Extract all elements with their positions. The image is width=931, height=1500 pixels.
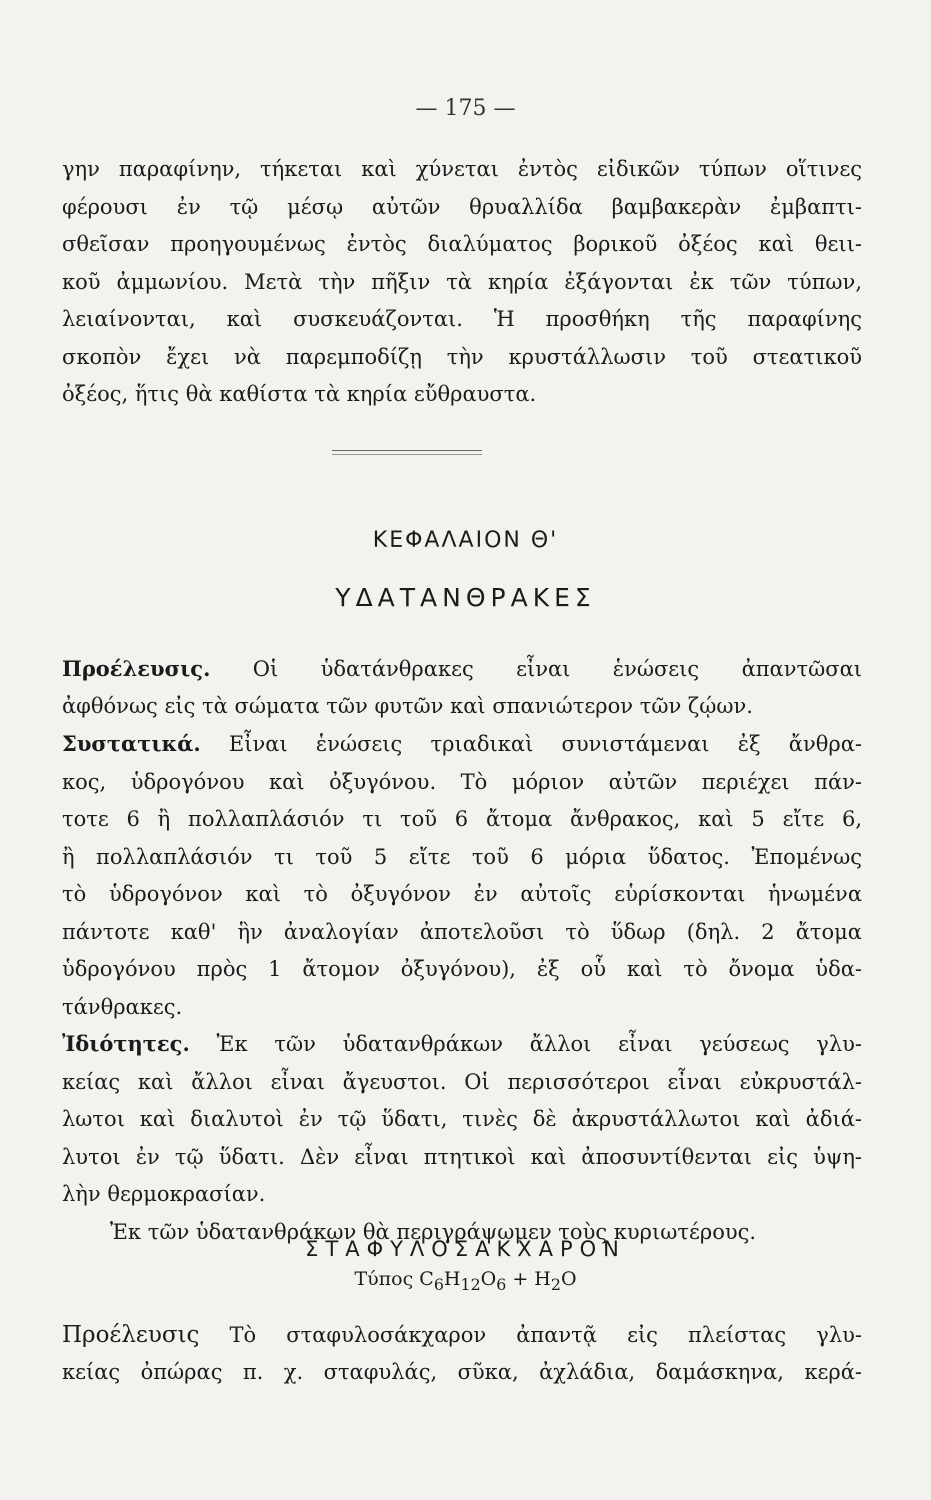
page-number: — 175 — [415, 96, 516, 121]
origin-text: Οἱ ὑδατάνθρακες εἶναι ἑνώσεις ἀπαντῶσαι [210, 657, 862, 681]
text-line: κοῦ ἀμμωνίου. Μετὰ τὴν πῆξιν τὰ κηρία ἐξάγονται ἐκ τῶν τύπων, [62, 270, 862, 294]
formula-subscript: 12 [460, 1274, 481, 1294]
composition-line [62, 727, 862, 761]
closing-line: Ἐκ τῶν ὑδατανθράκων θὰ περιγράψωμεν τοὺς κυριωτέρους. [110, 1220, 757, 1244]
text-line: τοτε 6 ἢ πολλαπλάσιόν τι τοῦ 6 ἄτομα ἄνθρακος, καὶ 5 εἴτε 6, [62, 807, 862, 831]
grape-origin-line [62, 1318, 862, 1352]
text-line: λειαίνονται, καὶ συσκευάζονται. Ἡ προσθήκη τῆς παραφίνης [62, 307, 862, 331]
composition-label: Συστατικά. [62, 731, 201, 756]
properties-line [62, 1027, 862, 1061]
formula-subscript: 6 [496, 1274, 507, 1294]
composition-text: Εἶναι ἑνώσεις τριαδικαὶ συνιστάμεναι ἐξ ἄνθρα- [200, 732, 862, 756]
grape-origin-label: Προέλευσις [62, 1322, 200, 1348]
grape-origin-text: Τὸ σταφυλοσάκχαρον ἀπαντᾷ εἰς πλείστας γλυ- [199, 1323, 862, 1347]
section-title: ΥΔΑΤΑΝΘΡΑΚΕΣ [335, 583, 596, 612]
text-line: πάντοτε καθ' ἣν ἀναλογίαν ἀποτελοῦσι τὸ ὕδωρ (δηλ. 2 ἄτομα [62, 920, 862, 944]
text-line: λωτοι καὶ διαλυτοὶ ἐν τῷ ὕδατι, τινὲς δὲ ἀκρυστάλλωτοι καὶ ἀδιά- [62, 1107, 862, 1131]
properties-label: Ἰδιότητες. [62, 1031, 190, 1056]
formula-subscript: 2 [550, 1274, 561, 1294]
formula-element: C [419, 1268, 434, 1290]
text-line: κος, ὑδρογόνου καὶ ὀξυγόνου. Τὸ μόριον αὐτῶν περιέχει πάν- [62, 770, 862, 794]
chemical-formula [0, 1268, 931, 1294]
text-line: τὸ ὑδρογόνον καὶ τὸ ὀξυγόνον ἐν αὐτοῖς εὑρίσκονται ἡνωμένα [62, 882, 862, 906]
properties-text: Ἐκ τῶν ὑδατανθράκων ἄλλοι εἶναι γεύσεως γλυ- [189, 1032, 862, 1056]
text-line: τάνθρακες. [62, 995, 183, 1019]
text-line: σθεῖσαν προηγουμένως ἐντὸς διαλύματος βορικοῦ ὀξέος καὶ θειι- [62, 232, 862, 256]
text-line: ἢ πολλαπλάσιόν τι τοῦ 5 εἴτε τοῦ 6 μόρια ὕδατος. Ἐπομένως [62, 845, 862, 869]
text-line: φέρουσι ἐν τῷ μέσῳ αὐτῶν θρυαλλίδα βαμβακερὰν ἐμβαπτι- [62, 195, 862, 219]
text-line: λὴν θερμοκρασίαν. [62, 1182, 266, 1206]
formula-element: O [480, 1268, 497, 1290]
text-line: ἀφθόνως εἰς τὰ σώματα τῶν φυτῶν καὶ σπανιώτερον τῶν ζῴων. [62, 694, 753, 718]
text-line: κείας καὶ ἄλλοι εἶναι ἄγευστοι. Οἱ περισσότεροι εἶναι εὐκρυστάλ- [62, 1070, 862, 1094]
chapter-heading: ΚΕΦΑΛΑΙΟΝ Θ' [372, 528, 559, 553]
text-line: γην παραφίνην, τήκεται καὶ χύνεται ἐντὸς εἰδικῶν τύπων οἵτινες [62, 157, 862, 181]
text-line: λυτοι ἐν τῷ ὕδατι. Δὲν εἶναι πτητικοὶ καὶ ἀποσυντίθενται εἰς ὑψη- [62, 1145, 862, 1169]
formula-prefix: Τύπος [354, 1268, 420, 1290]
origin-label: Προέλευσις. [62, 656, 211, 681]
text-line: ὑδρογόνου πρὸς 1 ἄτομον ὀξυγόνου), ἐξ οὗ καὶ τὸ ὄνομα ὑδα- [62, 957, 862, 981]
origin-line [62, 652, 862, 686]
text-line: ὀξέος, ἥτις θὰ καθίστα τὰ κηρία εὔθραυστα. [62, 382, 537, 406]
text-line: κείας ὀπώρας π. χ. σταφυλάς, σῦκα, ἀχλάδια, δαμάσκηνα, κερά- [62, 1360, 862, 1384]
formula-element: H [443, 1268, 461, 1290]
section-divider [332, 450, 482, 455]
formula-element: O [560, 1268, 577, 1290]
text-line: σκοπὸν ἔχει νὰ παρεμποδίζῃ τὴν κρυστάλλωσιν τοῦ στεατικοῦ [62, 345, 862, 369]
formula-element: + H [506, 1268, 551, 1290]
subsection-title: ΣΤΑΦΥΛΟΣΑΚΧΑΡΟΝ [305, 1237, 626, 1261]
formula-subscript: 6 [433, 1274, 444, 1294]
